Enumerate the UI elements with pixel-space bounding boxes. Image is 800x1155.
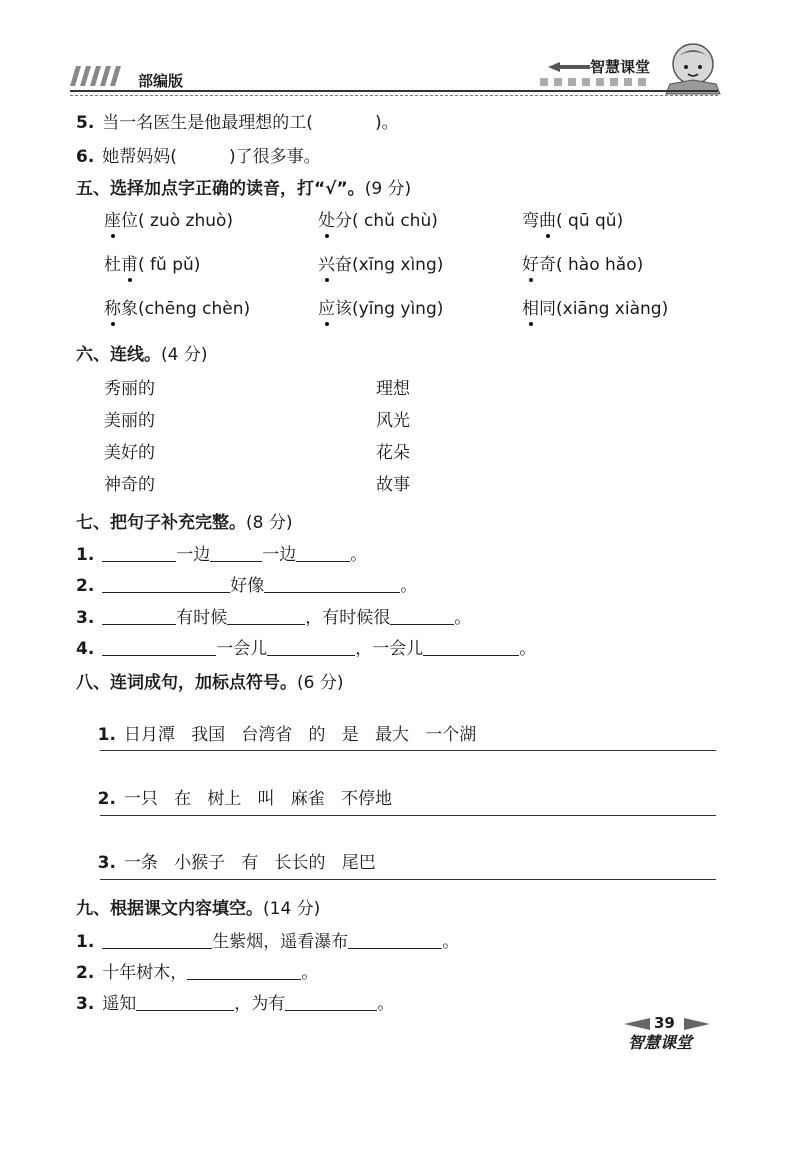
- answer-blank[interactable]: [348, 932, 442, 949]
- answer-blank[interactable]: [102, 576, 230, 593]
- header-rule: [70, 90, 718, 92]
- pinyin-item: 兴奋(xīng xìng): [318, 250, 443, 275]
- answer-blank[interactable]: [423, 639, 519, 656]
- pinyin-item: 好奇( hào hǎo): [522, 250, 643, 275]
- fill-sentence-3: 3. 有时候 ，有时候很 。: [76, 608, 472, 628]
- answer-blank[interactable]: [102, 545, 176, 562]
- recite-fill-3: 3. 遥知 ，为有 。: [76, 994, 395, 1014]
- header-dots-decoration: [540, 78, 660, 86]
- answer-blank[interactable]: [187, 963, 301, 980]
- answer-blank[interactable]: [102, 639, 216, 656]
- answer-blank[interactable]: [285, 994, 377, 1011]
- header-stripes-decoration: [70, 66, 130, 86]
- answer-line[interactable]: [100, 815, 716, 816]
- match-right-word[interactable]: 花朵: [376, 443, 410, 463]
- answer-blank[interactable]: [390, 608, 454, 625]
- footer-left-arrow-icon: [624, 1018, 650, 1030]
- fill-sentence-2: 2. 好像 。: [76, 576, 418, 596]
- section-9-title: 九、根据课文内容填空。(14 分): [76, 899, 321, 919]
- recite-fill-2: 2. 十年树木， 。: [76, 963, 319, 983]
- pinyin-item: 处分( chǔ chù): [318, 206, 438, 231]
- answer-line[interactable]: [100, 750, 716, 751]
- header-brand: 智慧课堂: [590, 58, 651, 76]
- section-8-title: 八、连词成句，加标点符号。(6 分): [76, 673, 344, 693]
- answer-blank[interactable]: [136, 994, 234, 1011]
- pinyin-item: 应该(yīng yìng): [318, 294, 443, 319]
- answer-blank[interactable]: [227, 608, 305, 625]
- word-order-3: 3. 一条 小猴子 有 长长的 尾巴: [97, 853, 376, 873]
- question-6: 6. 她帮妈妈( )了很多事。: [76, 147, 321, 167]
- word-order-1: 1. 日月潭 我国 台湾省 的 是 最大 一个湖: [97, 725, 477, 745]
- fill-sentence-1: 1. 一边 一边 。: [76, 545, 368, 565]
- answer-blank[interactable]: [210, 545, 262, 562]
- pinyin-item: 座位( zuò zhuò): [104, 206, 233, 231]
- edition-label: 部编版: [138, 72, 184, 90]
- header-dashed-rule: [70, 95, 718, 96]
- pinyin-item: 弯曲( qū qǔ): [522, 206, 623, 231]
- section-5-title: 五、选择加点字正确的读音，打“√”。(9 分): [76, 179, 412, 199]
- match-left-word[interactable]: 秀丽的: [104, 379, 155, 399]
- match-left-word[interactable]: 神奇的: [104, 475, 155, 495]
- answer-line[interactable]: [100, 879, 716, 880]
- match-left-word[interactable]: 美丽的: [104, 411, 155, 431]
- pinyin-item: 杜甫( fǔ pǔ): [104, 250, 200, 275]
- answer-blank[interactable]: [296, 545, 350, 562]
- answer-blank[interactable]: [102, 932, 212, 949]
- pinyin-item: 相同(xiāng xiàng): [522, 294, 668, 319]
- answer-blank[interactable]: [267, 639, 355, 656]
- arrow-icon: [548, 62, 590, 72]
- answer-blank[interactable]: [102, 608, 176, 625]
- answer-blank[interactable]: [264, 576, 400, 593]
- fill-sentence-4: 4. 一会儿 ，一会儿 。: [76, 639, 537, 659]
- match-right-word[interactable]: 故事: [376, 475, 410, 495]
- match-left-word[interactable]: 美好的: [104, 443, 155, 463]
- match-right-word[interactable]: 理想: [376, 379, 410, 399]
- question-5: 5. 当一名医生是他最理想的工( )。: [76, 113, 399, 133]
- section-6-title: 六、连线。(4 分): [76, 345, 208, 365]
- pinyin-item: 称象(chēng chèn): [104, 294, 250, 319]
- section-7-title: 七、把句子补充完整。(8 分): [76, 513, 293, 533]
- footer-right-arrow-icon: [684, 1018, 710, 1030]
- footer-brand: 智慧课堂: [628, 1033, 693, 1052]
- recite-fill-1: 1. 生紫烟，遥看瀑布 。: [76, 932, 460, 952]
- word-order-2: 2. 一只 在 树上 叫 麻雀 不停地: [97, 789, 392, 809]
- match-right-word[interactable]: 风光: [376, 411, 410, 431]
- page-number: 39: [654, 1014, 675, 1032]
- girl-mascot-icon: [662, 40, 724, 96]
